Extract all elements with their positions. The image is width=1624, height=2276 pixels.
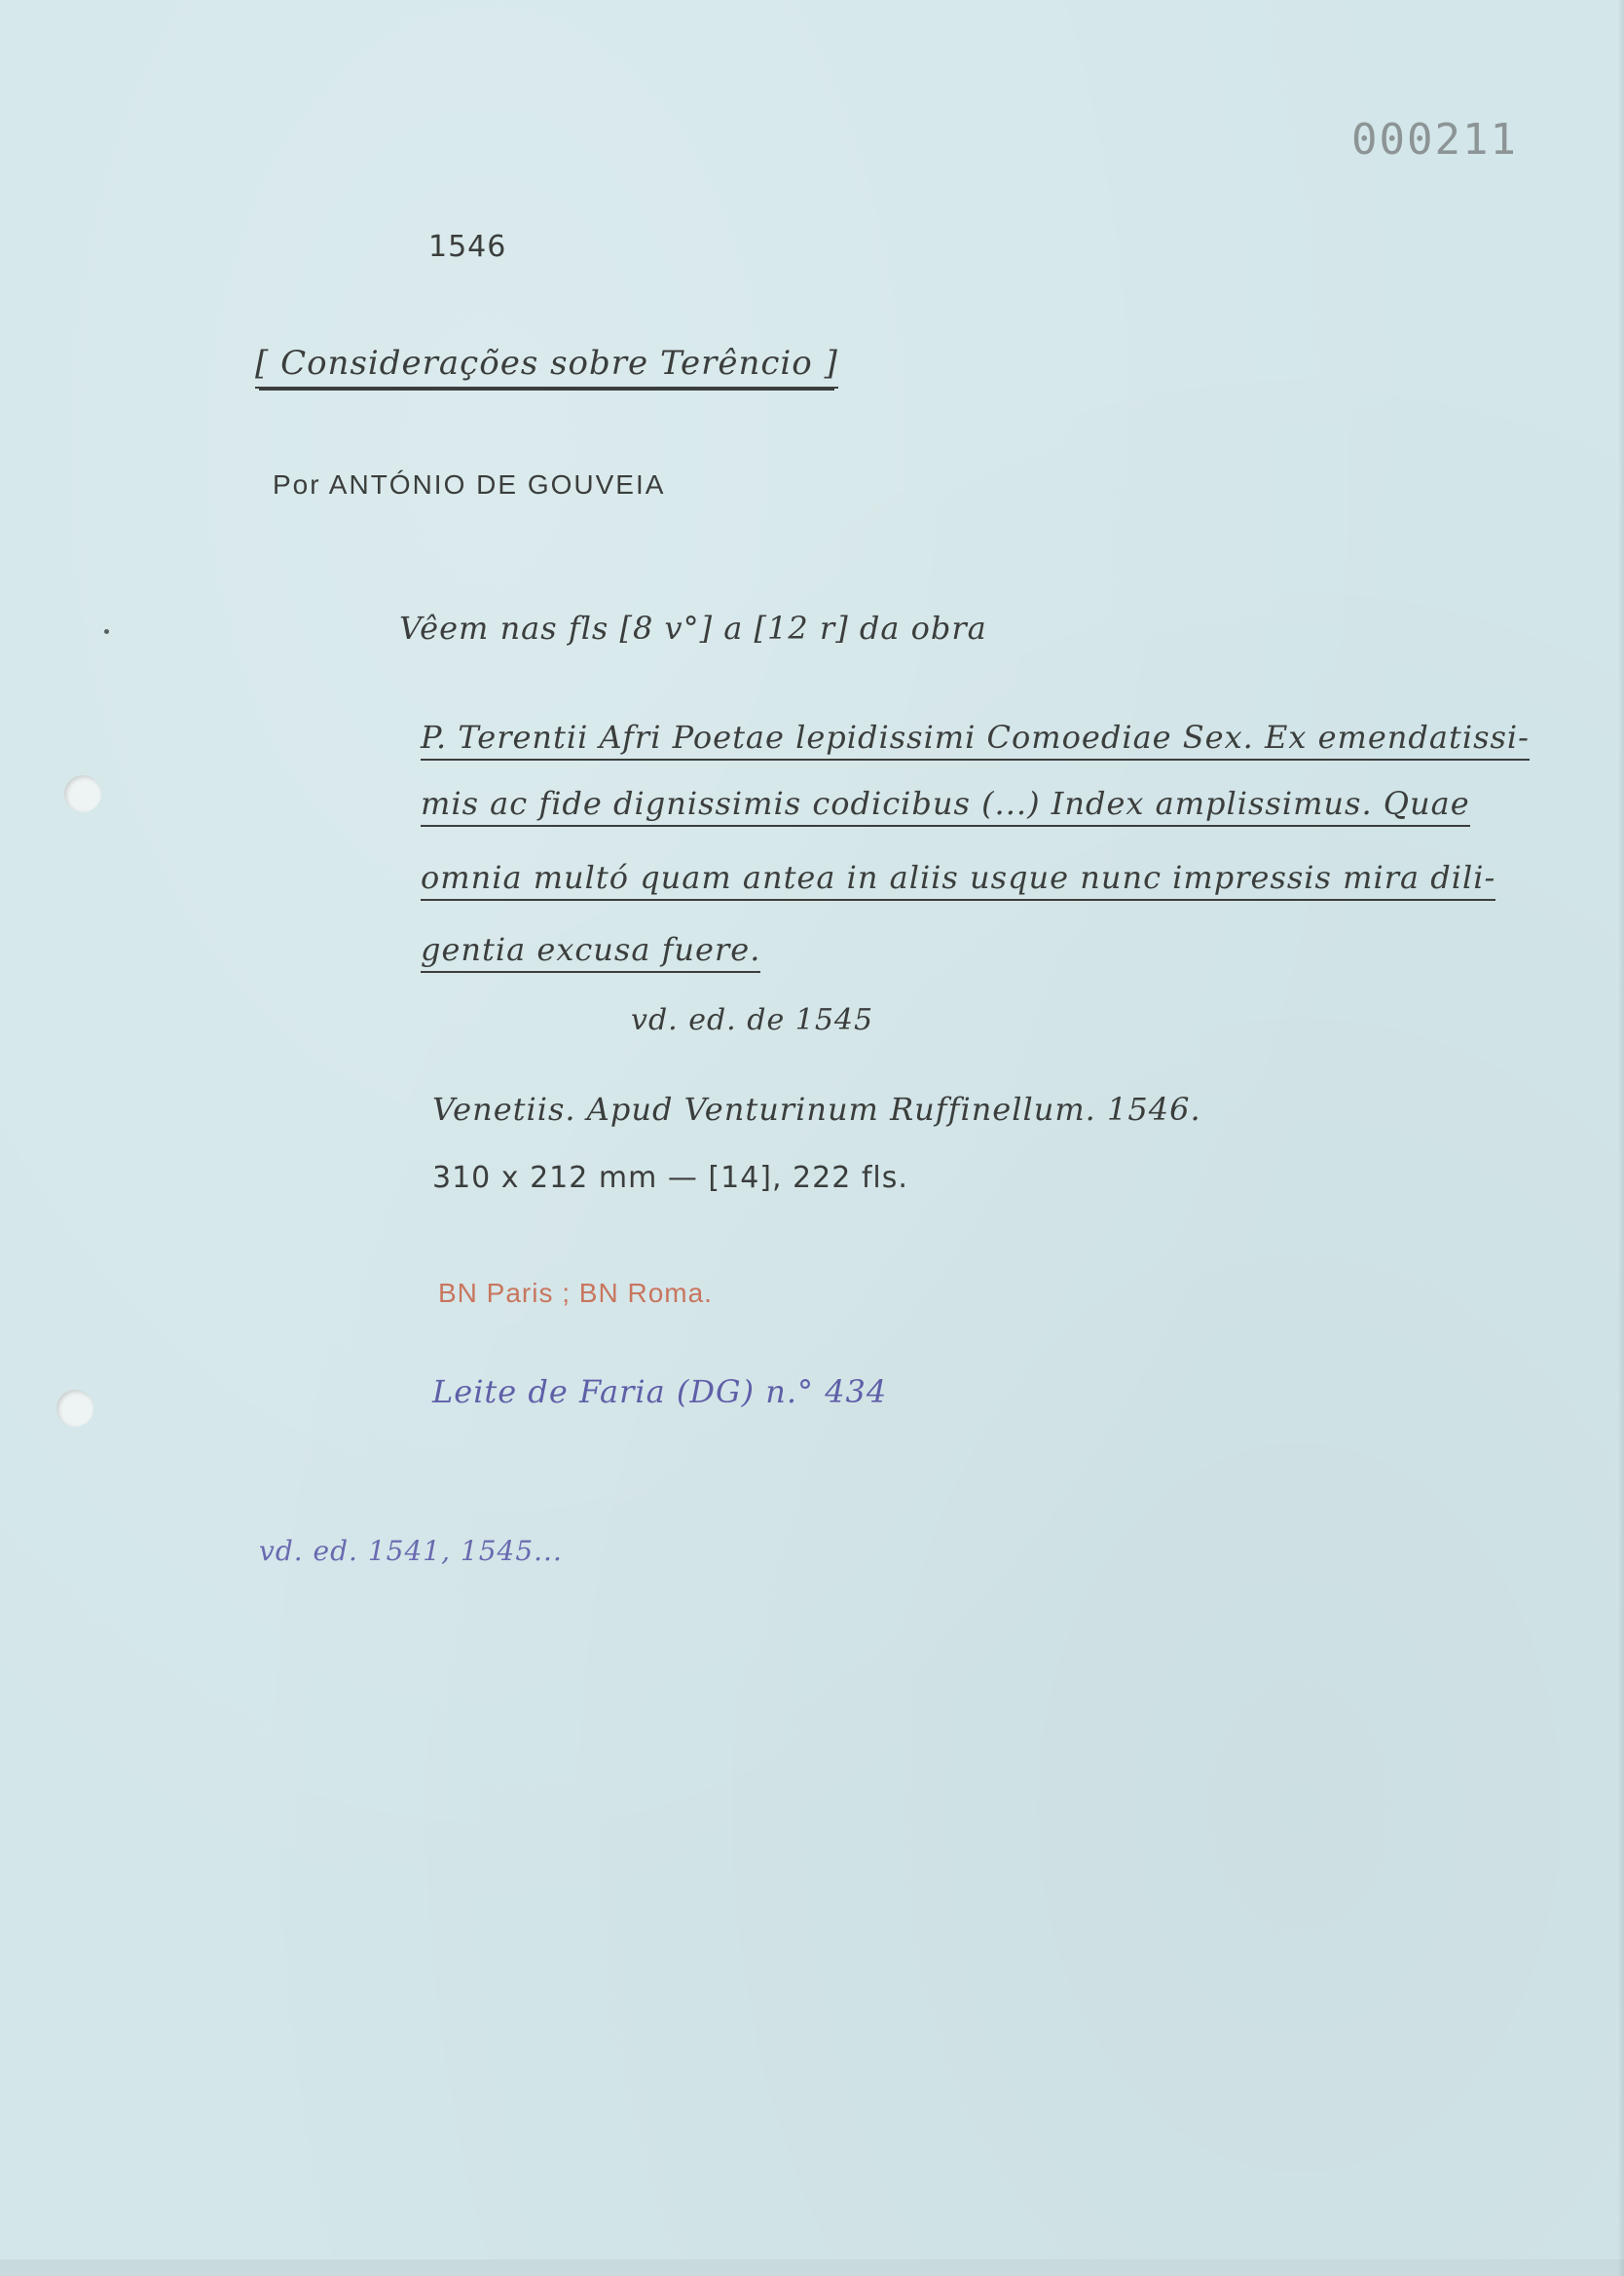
author-line: Por ANTÓNIO DE GOUVEIA <box>273 469 666 500</box>
punch-hole-top <box>64 775 101 812</box>
work-title-line-3 <box>421 859 1495 896</box>
work-title-line-4-text: gentia excusa fuere. <box>421 931 760 973</box>
scan-right-edge <box>1618 0 1624 2276</box>
publication-year: 1546 <box>428 230 507 264</box>
work-title-line-1-text: P. Terentii Afri Poetae lepidissimi Comoediae Sex. Ex emendatissi- <box>421 719 1530 761</box>
ink-dot <box>104 629 109 634</box>
entry-title-text: [ Considerações sobre Terêncio ] <box>255 344 838 389</box>
collation-line: 310 x 212 mm — [14], 222 fls. <box>432 1161 908 1195</box>
see-also-editions: vd. ed. 1541, 1545... <box>259 1535 563 1567</box>
work-title-line-2-text: mis ac fide dignissimis codicibus (...) Index amplissimus. Quae <box>421 785 1470 827</box>
edition-reference: vd. ed. de 1545 <box>631 1003 874 1037</box>
scan-bottom-edge <box>0 2259 1624 2276</box>
bibliography-reference: Leite de Faria (DG) n.° 434 <box>432 1373 888 1410</box>
intro-line: Vêem nas fls [8 v°] a [12 r] da obra <box>399 610 987 647</box>
entry-title <box>255 344 838 389</box>
punch-hole-bottom <box>56 1390 93 1427</box>
holding-libraries: BN Paris ; BN Roma. <box>438 1278 713 1308</box>
imprint-line: Venetiis. Apud Venturinum Ruffinellum. 1546. <box>432 1091 1201 1128</box>
work-title-line-4 <box>421 931 760 968</box>
stamp-number: 000211 <box>1351 115 1518 165</box>
work-title-line-2 <box>421 785 1470 822</box>
work-title-line-3-text: omnia multó quam antea in aliis usque nunc impressis mira dili- <box>421 859 1495 901</box>
work-title-line-1 <box>421 719 1530 756</box>
